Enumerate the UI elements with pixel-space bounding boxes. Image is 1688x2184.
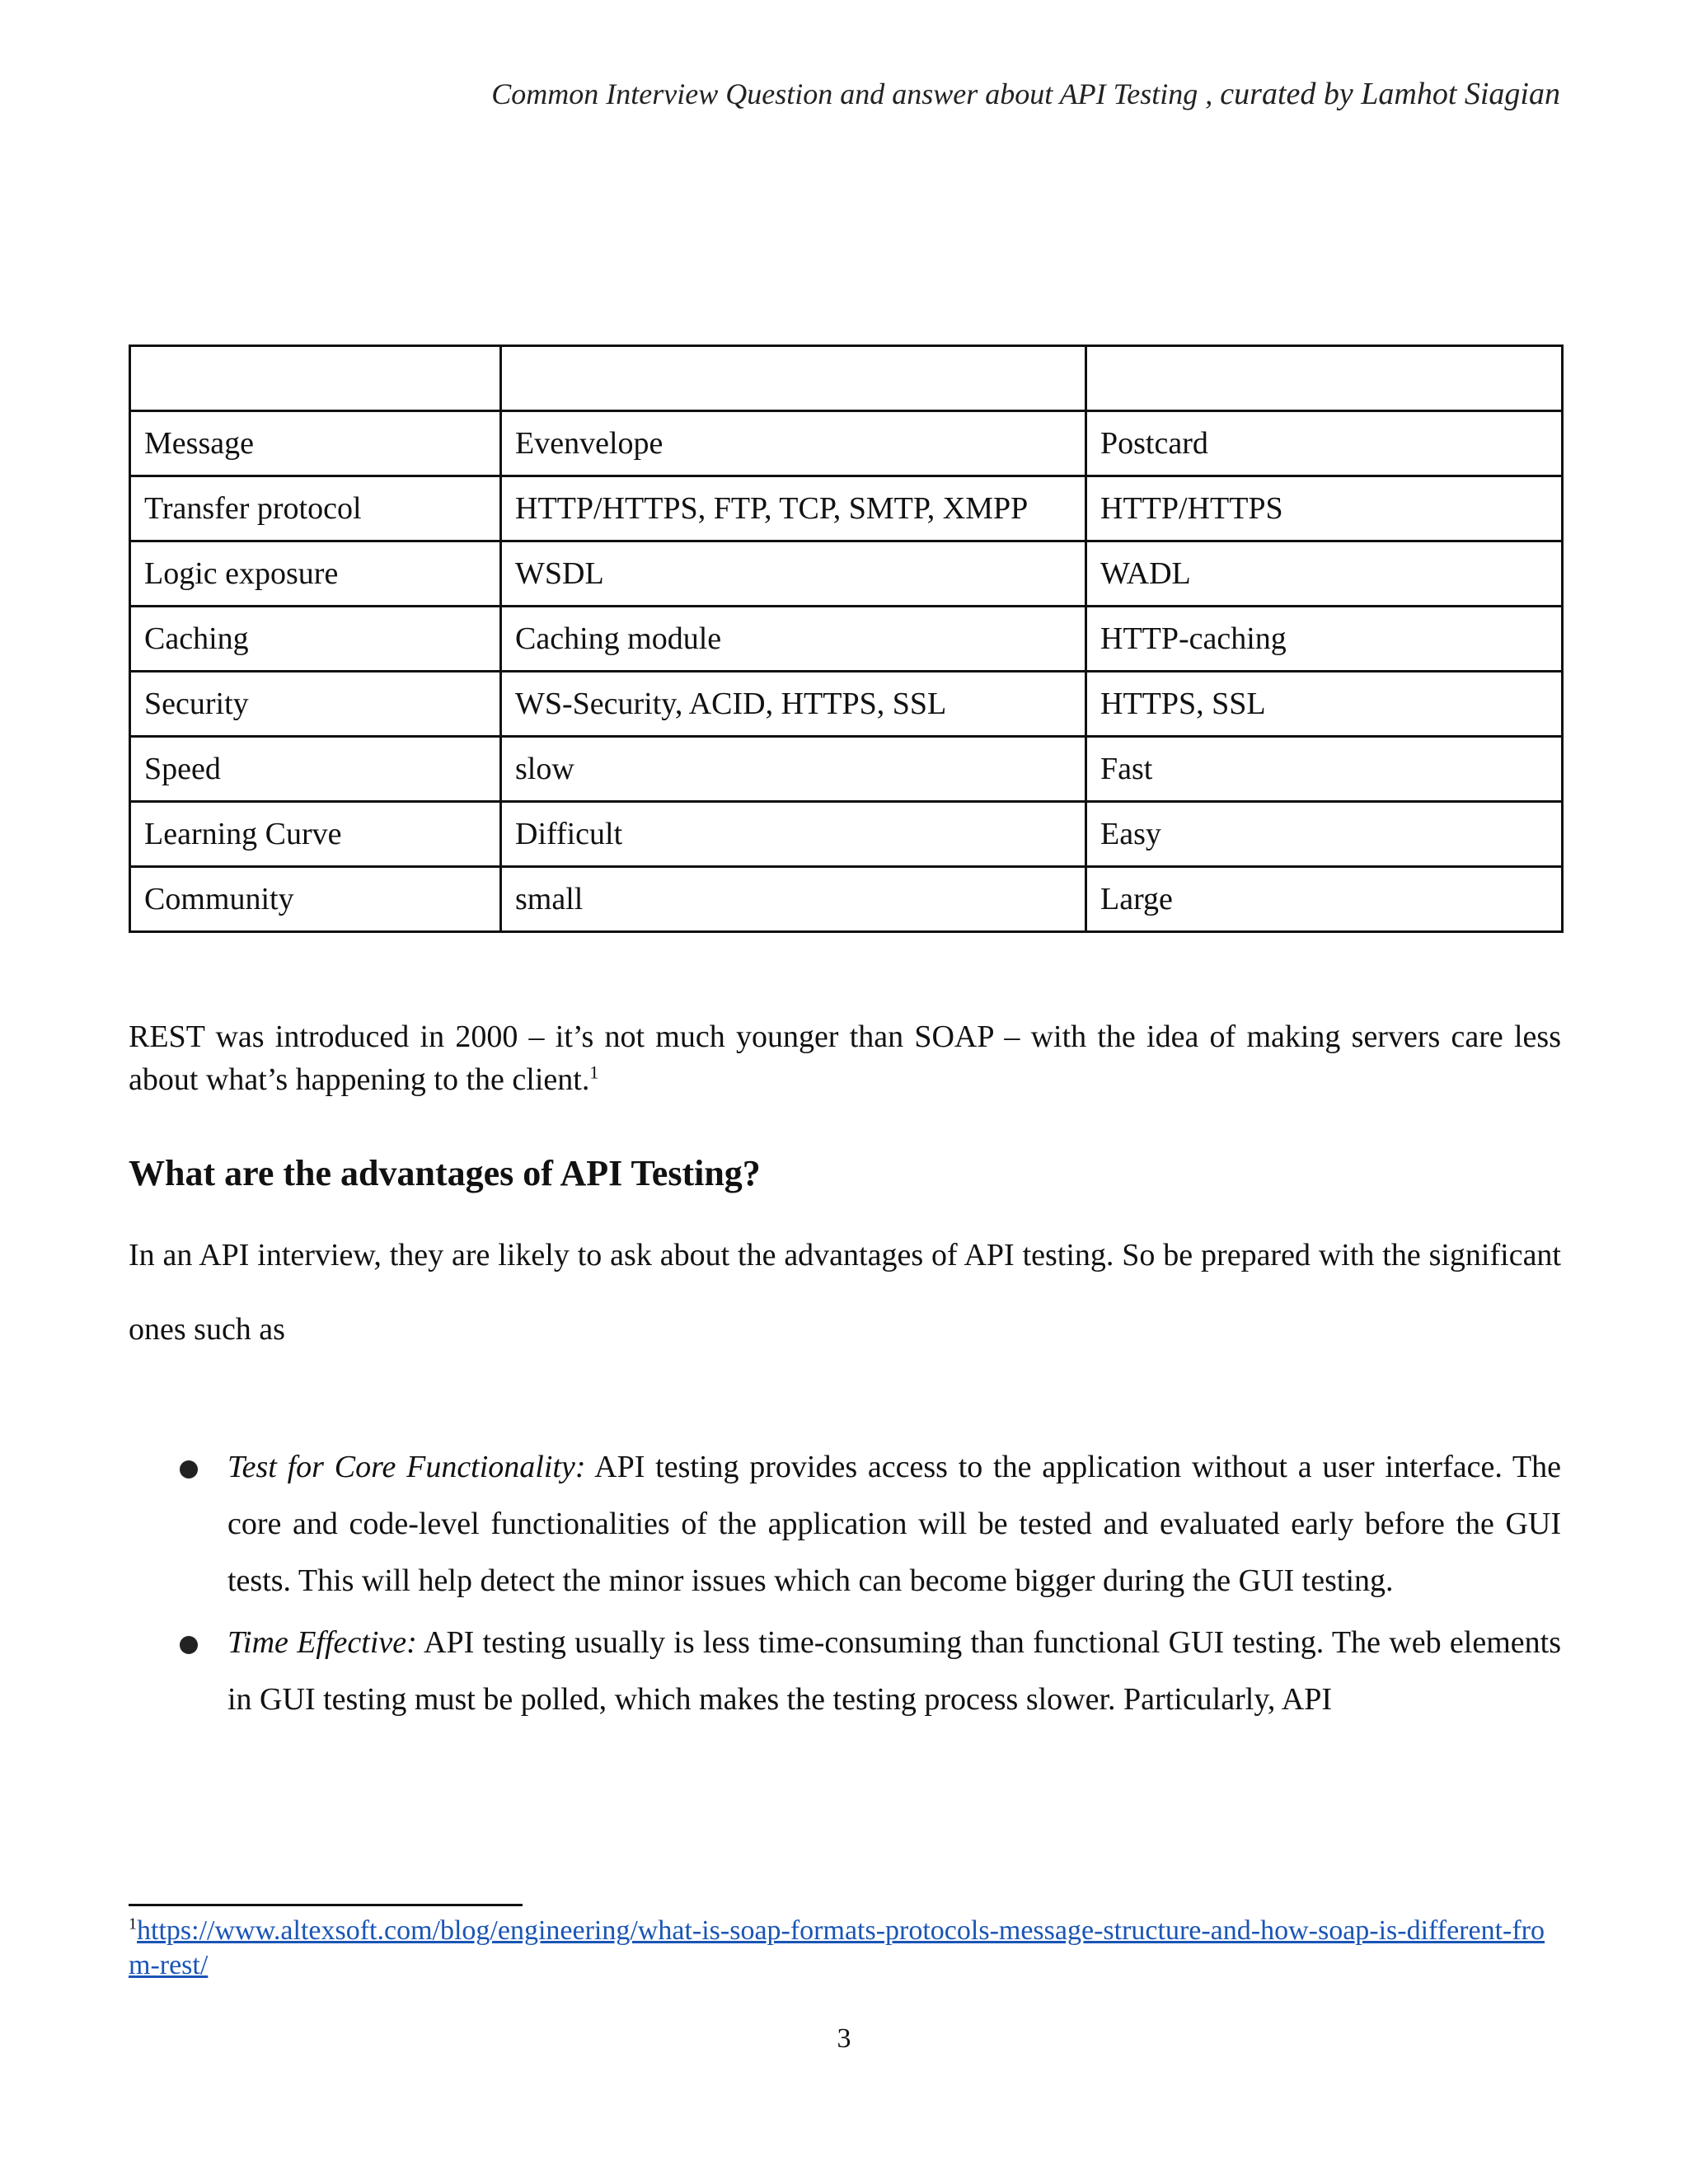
header-title: Common Interview Question and answer about API Testing , xyxy=(491,77,1213,110)
running-header xyxy=(491,76,1560,112)
table-cell: HTTP/HTTPS xyxy=(1086,476,1563,541)
bullet-icon xyxy=(180,1636,198,1654)
advantages-list xyxy=(129,1439,1561,1733)
table-row xyxy=(130,476,1563,541)
list-item-term: Time Effective: xyxy=(227,1625,417,1660)
list-item xyxy=(129,1615,1561,1728)
table-cell: Caching xyxy=(130,607,501,672)
table-row xyxy=(130,411,1563,476)
header-author: curated by Lamhot Siagian xyxy=(1220,77,1560,111)
table-row xyxy=(130,737,1563,802)
table-cell: Speed xyxy=(130,737,501,802)
table-cell: Security xyxy=(130,672,501,737)
table-cell: Evenvelope xyxy=(501,411,1086,476)
table-cell xyxy=(501,346,1086,411)
advantages-intro-paragraph: In an API interview, they are likely to ask about the advantages of API testing. So be prepared with the significant ones such as xyxy=(129,1238,1561,1347)
list-item xyxy=(129,1439,1561,1610)
table-cell: Community xyxy=(130,867,501,932)
comparison-table xyxy=(129,344,1564,933)
section-heading: What are the advantages of API Testing? xyxy=(129,1153,761,1193)
footnote-mark: 1 xyxy=(129,1915,137,1933)
table-cell: Transfer protocol xyxy=(130,476,501,541)
table-row xyxy=(130,672,1563,737)
rest-intro-paragraph xyxy=(129,1015,1561,1101)
page-number: 3 xyxy=(837,2023,851,2054)
table-cell: Large xyxy=(1086,867,1563,932)
table-cell: Message xyxy=(130,411,501,476)
footnote-link[interactable]: https://www.altexsoft.com/blog/engineering/what-is-soap-formats-protocols-message-structure-and-how-soap-is-different-from-rest/ xyxy=(129,1915,1545,1980)
table-cell: Logic exposure xyxy=(130,541,501,607)
table-header-row xyxy=(130,346,1563,411)
table-row xyxy=(130,541,1563,607)
table-cell: Fast xyxy=(1086,737,1563,802)
table-cell: Easy xyxy=(1086,802,1563,867)
table-cell xyxy=(1086,346,1563,411)
table-cell xyxy=(130,346,501,411)
list-item-term: Test for Core Functionality: xyxy=(227,1450,586,1484)
table-cell: HTTP/HTTPS, FTP, TCP, SMTP, XMPP xyxy=(501,476,1086,541)
table-cell: slow xyxy=(501,737,1086,802)
footnote-divider xyxy=(129,1904,523,1906)
table-row xyxy=(130,867,1563,932)
table-cell: Learning Curve xyxy=(130,802,501,867)
table-cell: Difficult xyxy=(501,802,1086,867)
table-cell: Caching module xyxy=(501,607,1086,672)
table-cell: WSDL xyxy=(501,541,1086,607)
table-cell: small xyxy=(501,867,1086,932)
list-item-text: API testing provides access to the application without a user interface. The core and code-level functionalities of the application will be tested and evaluated early before the GUI tests. This will help detect the minor issues which can become bigger during the GUI testing. xyxy=(227,1450,1561,1598)
table-cell: WADL xyxy=(1086,541,1563,607)
table-row xyxy=(130,607,1563,672)
footnote-reference[interactable]: 1 xyxy=(589,1062,599,1083)
table-cell: HTTPS, SSL xyxy=(1086,672,1563,737)
paragraph-text: REST was introduced in 2000 – it’s not much younger than SOAP – with the idea of making servers care less about what’s happening to the client. xyxy=(129,1019,1561,1097)
table-cell: Postcard xyxy=(1086,411,1563,476)
list-item-text: API testing usually is less time-consuming than functional GUI testing. The web elements in GUI testing must be polled, which makes the testing process slower. Particularly, API xyxy=(227,1625,1561,1717)
table-cell: HTTP-caching xyxy=(1086,607,1563,672)
bullet-icon xyxy=(180,1460,198,1479)
table-row xyxy=(130,802,1563,867)
footnote xyxy=(129,1914,1563,1983)
table-cell: WS-Security, ACID, HTTPS, SSL xyxy=(501,672,1086,737)
